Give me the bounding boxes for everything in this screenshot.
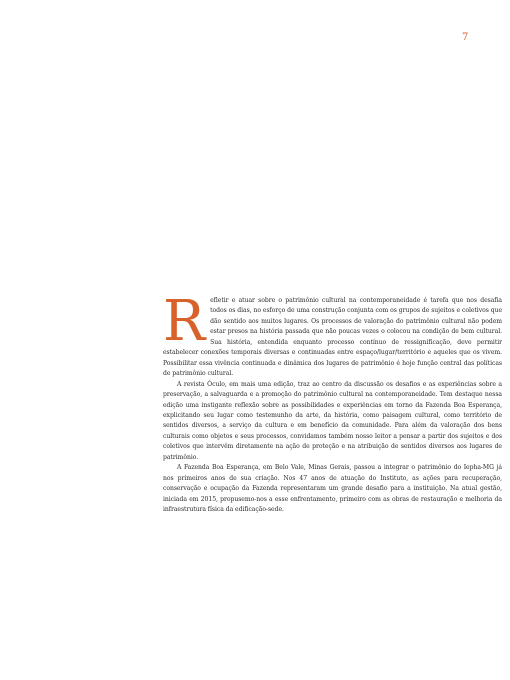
paragraph-1-text: efletir e atuar sobre o patrimônio cultural na contemporaneidade é tarefa que nos desafia todos os dias, no esforço de uma construção conjunta com os grupos de sujeitos e coletivos que dão sentido aos muitos lugares. Os processos de valoração do patrimônio cultural não podem estar presos na história passada que não poucas vezes o colocou na condição de bem cultural. Sua história, entendida enquanto processo contínuo de ressignificação, deve permitir estabelecer conexões temporais diversas e continuadas entre espaço/lugar/território e aqueles que os vivem. Possibilitar essa vivência continuada e dinâmica dos lugares de patrimônio é hoje função central das políticas de patrimônio cultural. bbox=[163, 297, 502, 378]
paragraph-3: A Fazenda Boa Esperança, em Belo Vale, Minas Gerais, passou a integrar o patrimônio do Iepha-MG já nos primeiros anos de sua criação. Nos 47 anos de atuação do Instituto, as ações para recuperação, conservação e ocupação da Fazenda representaram um grande desafio para a instituição. Na atual gestão, iniciada em 2015, propusemo-nos a esse enfrentamento, primeiro com as obras de restauração e melhoria da infraestrutura física da edificação-sede. bbox=[163, 464, 502, 514]
page-number: 7 bbox=[462, 32, 469, 43]
drop-cap: R bbox=[163, 289, 206, 354]
paragraph-2: A revista Óculo, em mais uma edição, traz ao centro da discussão os desafios e as experiências sobre a preservação, a salvaguarda e a promoção do patrimônio cultural na contemporaneidade. Tem destaque nessa edição uma instigante reflexão sobre as possibilidades e experiências em torno da Fazenda Boa Esperança, explicitando seu lugar como testemunho da arte, da história, como paisagem cultural, como território de sentidos diversos, a serviço da cultura e em benefício da comunidade. Para além da valoração dos bens culturais como objetos e seus processos, convidamos também nosso leitor a pensar a partir dos sujeitos e dos coletivos que intervêm diretamente na ação de proteção e na atribuição de sentidos diversos aos lugares de patrimônio. bbox=[163, 380, 502, 461]
paragraph-1 bbox=[163, 289, 502, 380]
editorial-text bbox=[163, 289, 502, 516]
